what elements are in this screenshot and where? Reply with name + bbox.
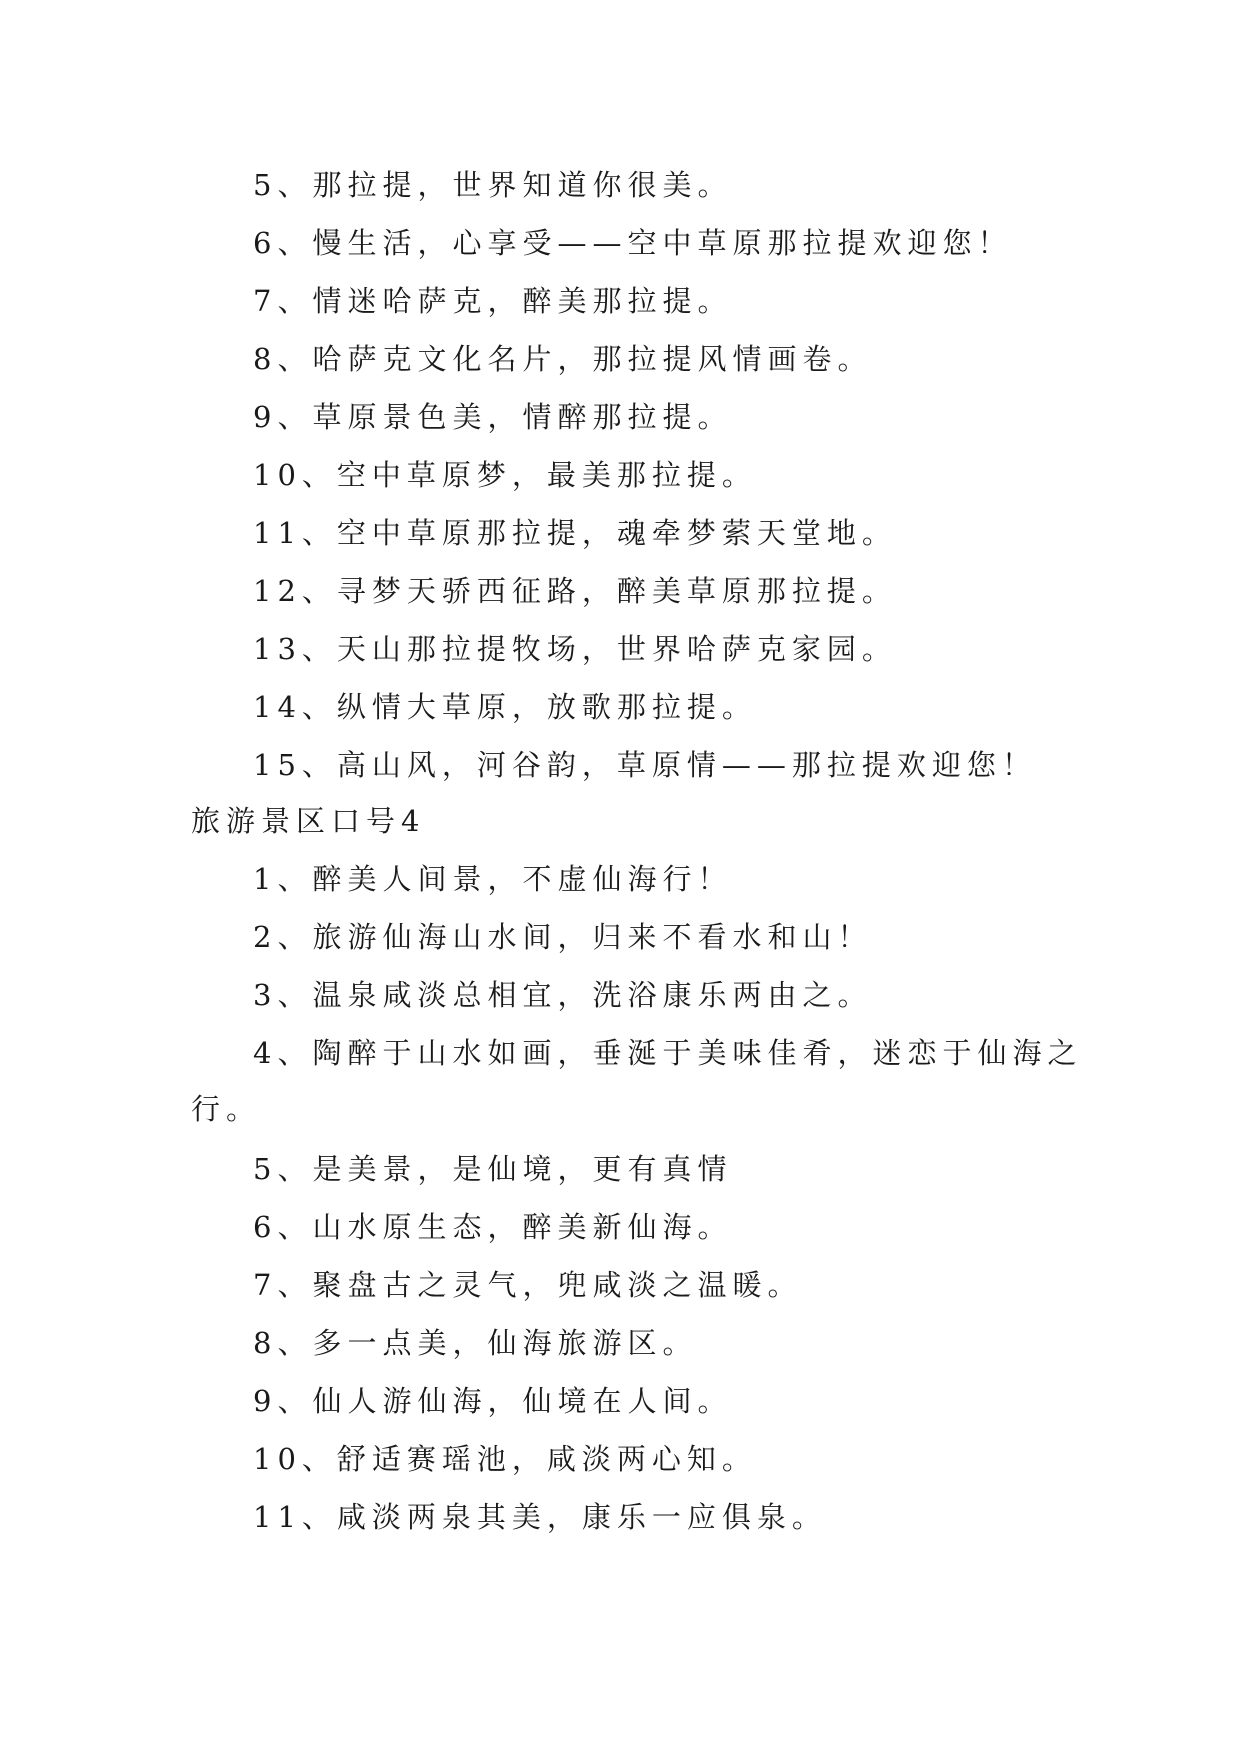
slogan-item: 11、咸淡两泉其美，康乐一应俱泉。 [253,1500,827,1534]
slogan-item: 6、山水原生态，醉美新仙海。 [253,1210,733,1244]
slogan-item: 12、寻梦天骄西征路，醉美草原那拉提。 [253,574,897,608]
slogan-item: 9、草原景色美，情醉那拉提。 [253,400,733,434]
slogan-item: 5、是美景，是仙境，更有真情 [253,1152,733,1186]
section-heading: 旅游景区口号4 [191,804,426,838]
slogan-item: 4、陶醉于山水如画，垂涎于美味佳肴，迷恋于仙海之 [253,1036,1083,1070]
slogan-item: 3、温泉咸淡总相宜，洗浴康乐两由之。 [253,978,873,1012]
slogan-item: 2、旅游仙海山水间，归来不看水和山！ [253,920,873,954]
slogan-item: 15、高山风，河谷韵，草原情——那拉提欢迎您！ [253,748,1037,782]
slogan-item-continuation: 行。 [191,1092,262,1126]
slogan-item: 6、慢生活，心享受——空中草原那拉提欢迎您！ [253,226,1013,260]
slogan-item: 11、空中草原那拉提，魂牵梦萦天堂地。 [253,516,897,550]
slogan-item: 10、舒适赛瑶池，咸淡两心知。 [253,1442,757,1476]
slogan-item: 8、哈萨克文化名片，那拉提风情画卷。 [253,342,873,376]
slogan-item: 9、仙人游仙海，仙境在人间。 [253,1384,733,1418]
slogan-item: 14、纵情大草原，放歌那拉提。 [253,690,757,724]
slogan-item: 1、醉美人间景，不虚仙海行！ [253,862,733,896]
slogan-item: 13、天山那拉提牧场，世界哈萨克家园。 [253,632,897,666]
slogan-item: 5、那拉提，世界知道你很美。 [253,168,733,202]
slogan-item: 8、多一点美，仙海旅游区。 [253,1326,698,1360]
slogan-item: 7、聚盘古之灵气，兜咸淡之温暖。 [253,1268,803,1302]
slogan-item: 7、情迷哈萨克，醉美那拉提。 [253,284,733,318]
slogan-item: 10、空中草原梦，最美那拉提。 [253,458,757,492]
